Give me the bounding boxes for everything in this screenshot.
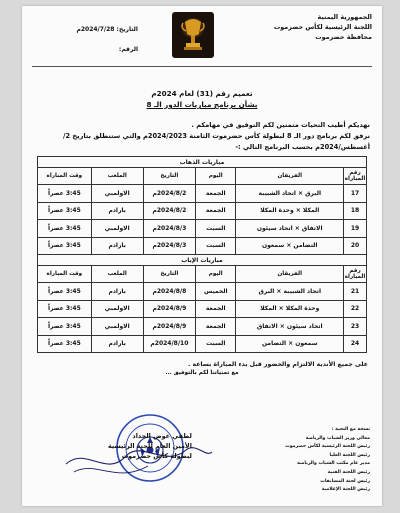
match-time: 3:45 عصراً [38, 220, 92, 238]
signatory-role-2: لبطولة كأس حضرموت [121, 452, 192, 460]
match-time: 3:45 عصراً [38, 237, 92, 255]
match-day: السبت [196, 237, 236, 255]
match-no: 24 [344, 335, 367, 353]
letterhead [22, 6, 382, 68]
match-day: الجمعة [196, 202, 236, 220]
match-date: 2024/8/9م [143, 318, 195, 336]
copy-item: رئيس اللجنة الرئيسية لكأس حضرموت [285, 444, 370, 450]
circular-document [22, 6, 382, 506]
match-teams: البرق × اتحاد الشبيبة [236, 185, 344, 203]
match-teams: التضامن × سمعون [236, 237, 344, 255]
match-no: 20 [344, 237, 367, 255]
match-time: 3:45 عصراً [38, 300, 92, 318]
section-row-first-leg [38, 157, 367, 168]
circular-title: تعميم رقم (31) لعام 2024م [151, 89, 253, 98]
match-venue: بارادم [91, 335, 143, 353]
section-row-second-leg [38, 255, 367, 266]
match-day: السبت [196, 335, 236, 353]
match-time: 3:45 عصراً [38, 202, 92, 220]
copy-item: رئيس اللجنة الفنية [327, 469, 370, 475]
col-header-day: اليوم [196, 266, 236, 283]
signatory-name: لطفي عوض الحداد [132, 432, 192, 440]
match-teams: اتحاد سيئون × الاتفاق [236, 318, 344, 336]
match-venue: بارادم [91, 202, 143, 220]
col-header-time: وقت المباراة [38, 168, 92, 185]
copy-item: رئيس اللجنة العليا [329, 452, 370, 458]
table-row [38, 185, 367, 203]
copy-item: رئيس لجنة المسابقات [320, 478, 370, 484]
table-row [38, 237, 367, 255]
section-title-first-leg: مباريات الذهاب [38, 157, 367, 168]
col-header-venue: الملعب [91, 266, 143, 283]
org-line-1: الجمهورية اليمنية [317, 13, 372, 21]
match-venue: بارادم [91, 283, 143, 301]
copies-list [285, 426, 370, 495]
match-venue: الاولمبي [91, 300, 143, 318]
match-day: الجمعة [196, 185, 236, 203]
col-header-date: التاريخ [143, 266, 195, 283]
table-row [38, 300, 367, 318]
circular-heading [22, 88, 382, 110]
match-no: 22 [344, 300, 367, 318]
reference-label: الرقم: [118, 46, 138, 53]
table-row [38, 318, 367, 336]
table-row [38, 335, 367, 353]
trophy-emblem-icon [172, 12, 214, 58]
org-line-2: اللجنة الرئيسية لكأس حضرموت [273, 23, 372, 31]
copies-heading: نسخة مع التحية : [331, 427, 370, 432]
col-header-date: التاريخ [143, 168, 195, 185]
match-time: 3:45 عصراً [38, 335, 92, 353]
table-header-row [38, 266, 367, 283]
match-no: 19 [344, 220, 367, 238]
org-line-3: محافظة حضرموت [315, 33, 372, 41]
signatory-block [108, 431, 192, 461]
match-no: 23 [344, 318, 367, 336]
match-teams: وحدة المكلا × المكلا [236, 300, 344, 318]
table-header-row [38, 168, 367, 185]
match-venue: الاولمبي [91, 185, 143, 203]
col-header-teams: الفريقان [236, 168, 344, 185]
match-teams: اتحاد الشبيبة × البرق [236, 283, 344, 301]
match-no: 21 [344, 283, 367, 301]
match-venue: الاولمبي [91, 220, 143, 238]
section-title-second-leg: مباريات الإياب [38, 255, 367, 266]
match-date: 2024/8/2م [143, 185, 195, 203]
table-row [38, 283, 367, 301]
match-teams: الاتفاق × اتحاد سيئون [236, 220, 344, 238]
header-divider [32, 66, 372, 67]
signatory-role-1: الأمين العام للجنة الرئيسية [108, 442, 192, 450]
match-date: 2024/8/2م [143, 202, 195, 220]
date-field [30, 20, 138, 40]
greeting-text: نهديكم أطيب التحيات متمنين لكم التوفيق في مهامكم . [191, 121, 370, 129]
match-date: 2024/8/3م [143, 237, 195, 255]
date-label: التاريخ: [116, 26, 138, 33]
date-value: 2024/7/28م [76, 26, 115, 33]
match-teams: سمعون × التضامن [236, 335, 344, 353]
match-date: 2024/8/3م [143, 220, 195, 238]
match-venue: الاولمبي [91, 318, 143, 336]
copy-item: رئيس اللجنة الإعلامية [321, 487, 370, 493]
match-no: 17 [344, 185, 367, 203]
match-time: 3:45 عصراً [38, 185, 92, 203]
circular-subtitle: بشأن برنامج مباريات الدور الـ 8 [146, 100, 258, 109]
table-row [38, 220, 367, 238]
intro-text: نرفق لكم برنامج دور الـ 8 لبطولة كأس حضرموت الثامنة 2024/2023م والتي ستنطلق بتاريخ 2/أغسطس/2024م بحسب البرنامج التالي :- [63, 132, 370, 151]
match-venue: بارادم [91, 237, 143, 255]
match-teams: المكلا × وحدة المكلا [236, 202, 344, 220]
match-date: 2024/8/9م [143, 300, 195, 318]
match-day: الجمعة [196, 318, 236, 336]
col-header-day: اليوم [196, 168, 236, 185]
organization-name [274, 12, 372, 42]
match-time: 3:45 عصراً [38, 283, 92, 301]
match-day: السبت [196, 220, 236, 238]
regards-text: مع تمنياتنا لكم بالتوفيق ... [165, 370, 239, 376]
match-day: الخميس [196, 283, 236, 301]
copy-item: معالي وزير الشباب والرياضة [305, 435, 370, 441]
closing-text: على جميع الأندية الالتزام والحضور قبل بدء المباراة بساعة . [187, 361, 368, 368]
col-header-time: وقت المباراة [38, 266, 92, 283]
match-time: 3:45 عصراً [38, 318, 92, 336]
match-date: 2024/8/10م [143, 335, 195, 353]
reference-field [30, 40, 138, 60]
match-schedule-table [37, 156, 367, 353]
match-date: 2024/8/8م [143, 283, 195, 301]
col-header-venue: الملعب [91, 168, 143, 185]
copy-item: مدير عام مكتب الشباب والرياضة [297, 461, 370, 467]
col-header-no: رقم المباراة [344, 266, 367, 283]
col-header-no: رقم المباراة [344, 168, 367, 185]
col-header-teams: الفريقان [236, 266, 344, 283]
document-meta [30, 20, 138, 60]
match-day: الجمعة [196, 300, 236, 318]
table-row [38, 202, 367, 220]
match-no: 18 [344, 202, 367, 220]
